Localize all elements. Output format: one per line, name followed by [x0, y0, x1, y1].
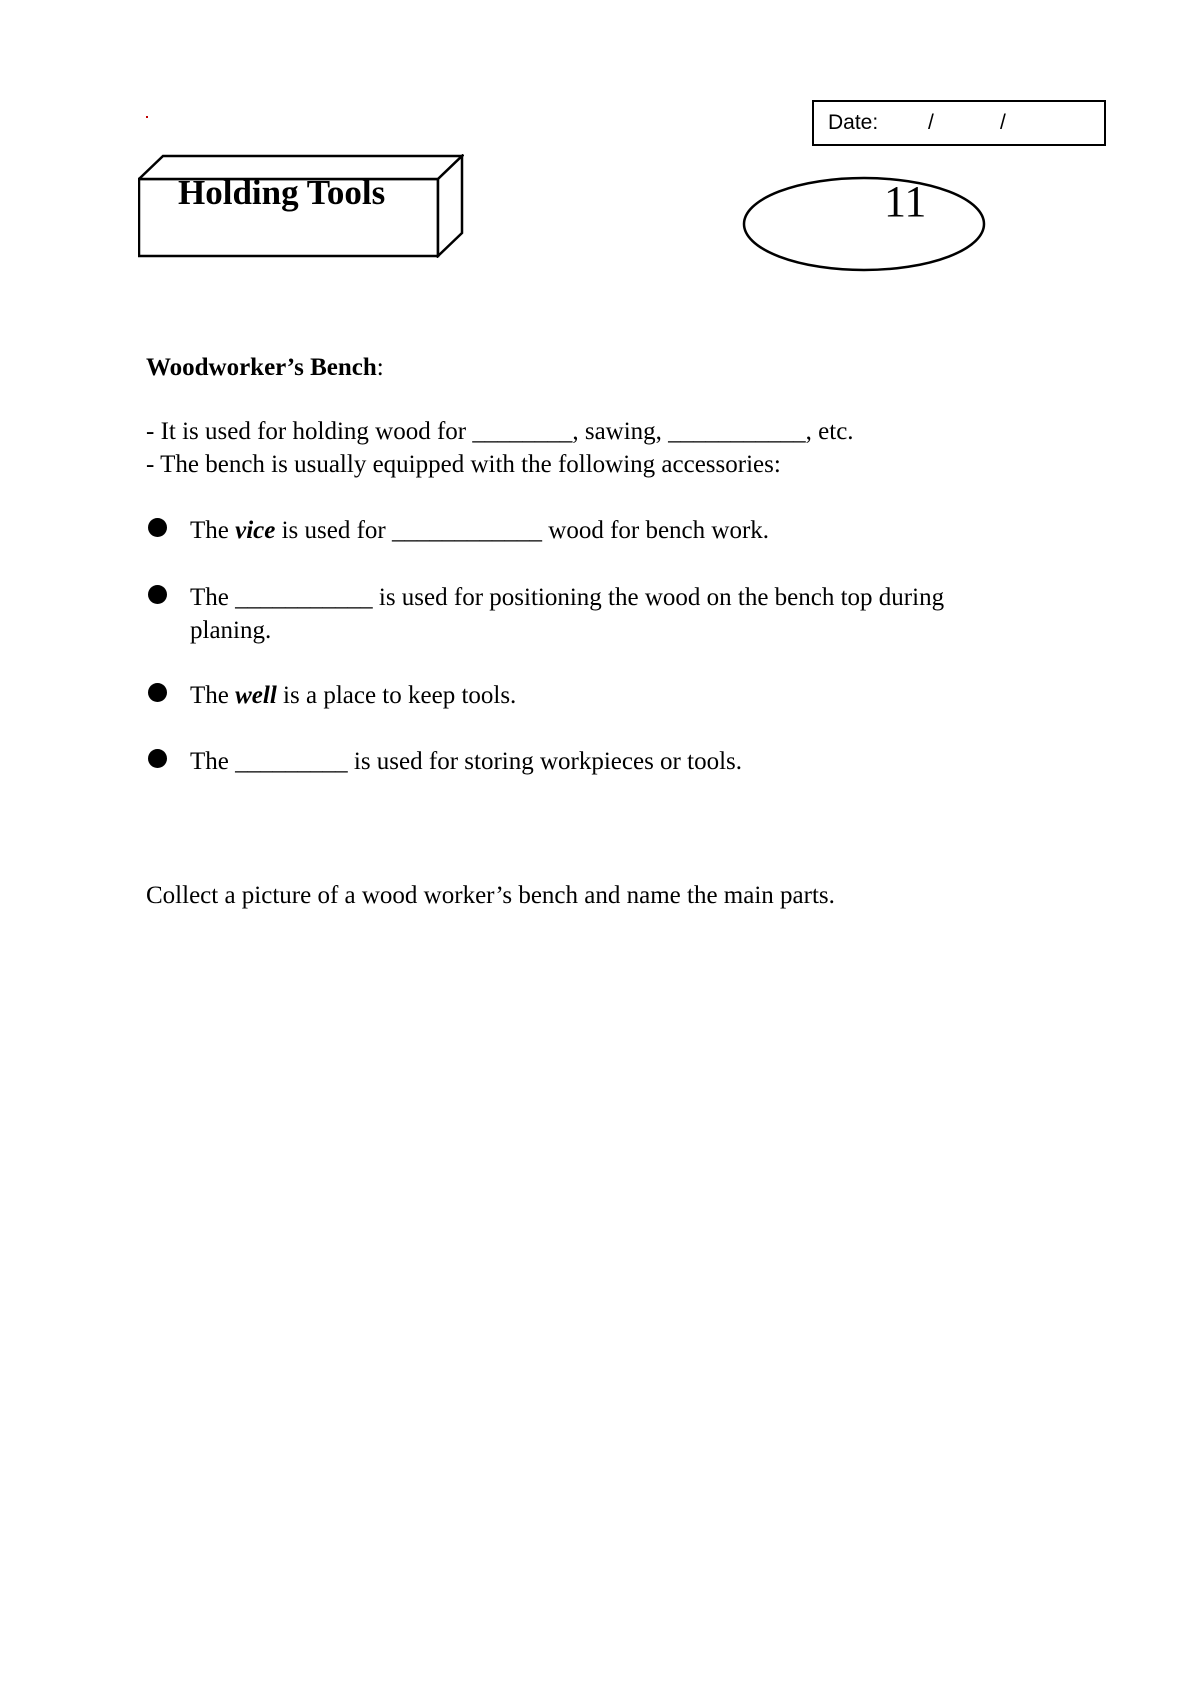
- bullet-icon: [148, 749, 167, 768]
- bullet-emphasis: vice: [235, 517, 276, 544]
- intro-line-2: - The bench is usually equipped with the following accessories:: [146, 451, 781, 478]
- bullet-text-line-1: The ___________ is used for positioning the wood on the bench top during: [190, 584, 945, 611]
- section-heading-colon: :: [376, 354, 384, 381]
- bullet-text: [190, 745, 742, 778]
- bullet-icon: [148, 683, 167, 702]
- date-separator-2: /: [1000, 111, 1006, 134]
- task-instruction: Collect a picture of a wood worker’s bench and name the main parts.: [146, 882, 835, 909]
- date-box: [812, 100, 1106, 146]
- intro-line-1: - It is used for holding wood for ________, sawing, ___________, etc.: [146, 418, 854, 445]
- bullet-icon: [148, 585, 167, 604]
- section-heading-text: Woodworker’s Bench: [146, 354, 377, 381]
- bullet-text-post: is a place to keep tools.: [276, 682, 517, 709]
- bullet-text-pre: The: [190, 682, 236, 709]
- bullet-text-pre: The _________ is used for storing workpieces or tools.: [190, 748, 743, 775]
- bullet-icon: [148, 518, 167, 537]
- oval-outline: [742, 176, 986, 272]
- date-label: Date:: [828, 111, 879, 134]
- bullet-text: [190, 679, 516, 712]
- title-box: [138, 154, 464, 258]
- bullet-text-pre: The: [190, 517, 236, 544]
- section-heading: [146, 355, 384, 380]
- bullet-text-post: is used for ____________ wood for bench work.: [275, 517, 770, 544]
- bullet-text: [190, 514, 769, 547]
- red-mark: [146, 116, 148, 118]
- bullet-text: [190, 581, 944, 647]
- page-title: Holding Tools: [178, 173, 386, 212]
- lesson-number-oval: [742, 176, 986, 272]
- bullet-emphasis: well: [235, 682, 277, 709]
- date-separator-1: /: [928, 111, 934, 134]
- bullet-text-line-2: planing.: [190, 617, 272, 644]
- lesson-number: 11: [884, 177, 927, 226]
